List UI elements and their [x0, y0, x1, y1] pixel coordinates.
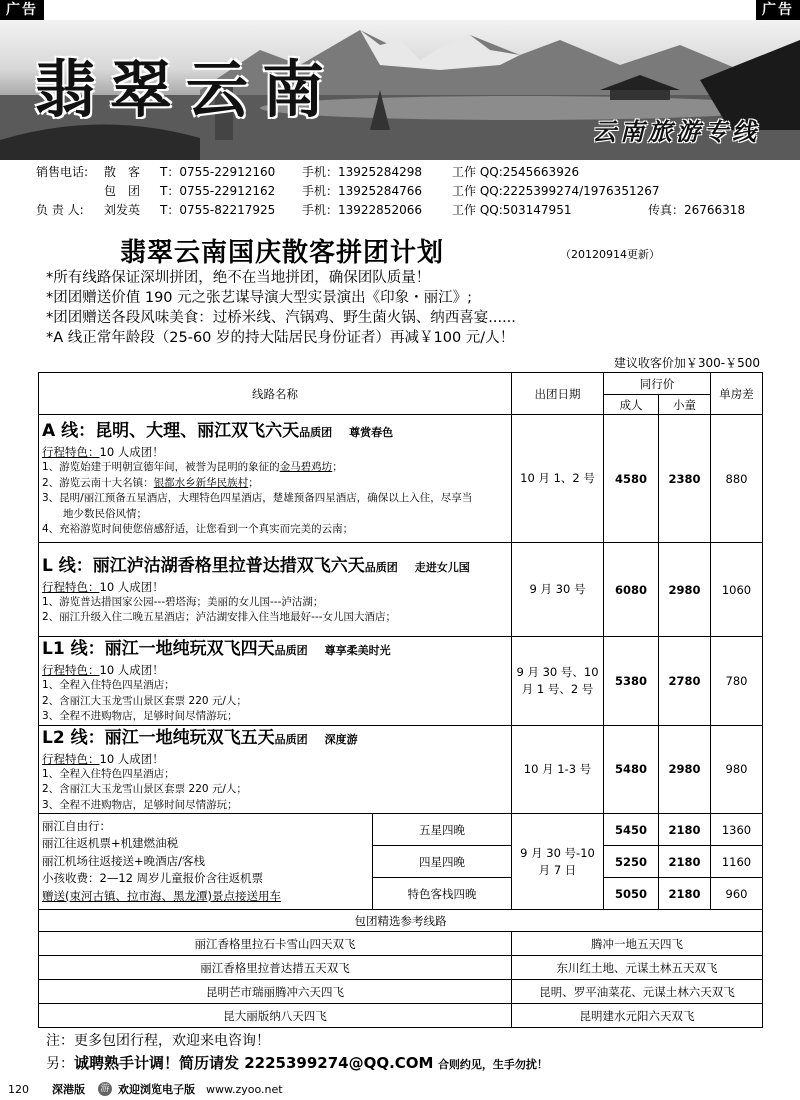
promo-bullets — [46, 268, 516, 348]
promo-bullet: *团团赠送各段风味美食：过桥米线、汽锅鸡、野生菌火锅、纳西喜宴...... — [46, 310, 516, 326]
free-travel-line: 丽江往返机票+机建燃油税 — [42, 836, 179, 851]
package-route: 丽江香格里拉普达措五天双飞 — [39, 956, 512, 980]
route-date — [512, 637, 604, 726]
package-route: 昆明建水元阳六天双飞 — [512, 1004, 763, 1028]
contact-type: 包 团 — [104, 184, 141, 198]
hiring-notice: 诚聘熟手计调！简历请发 2225399274@QQ.COM — [74, 1054, 434, 1072]
route-date-line: 9 月 30 号-10 — [520, 845, 595, 860]
child-price: 2180 — [659, 846, 711, 878]
route-date: 10 月 1、2 号 — [512, 415, 604, 543]
route-title — [42, 554, 508, 580]
table-row — [39, 980, 763, 1004]
page-title: 翡翠云南国庆散客拼团计划 — [120, 238, 445, 268]
ad-tag-left: 广告 — [0, 0, 44, 20]
feature-label: 行程特色： — [42, 663, 100, 677]
route-detail: 3、昆明/丽江预备五星酒店，大理特色四星酒店，楚雄预备四星酒店，确保以上入住，尽享当 — [42, 492, 473, 505]
detail-highlight: 金马碧鸡坊 — [279, 461, 333, 474]
footer-text: 欢迎浏览电子版 — [118, 1083, 195, 1096]
child-price: 2980 — [659, 543, 711, 637]
hotel-option: 特色客栈四晚 — [373, 878, 512, 910]
footer-url[interactable]: www.zyoo.net — [206, 1083, 283, 1096]
note-line: 注：更多包团行程，欢迎来电咨询！ — [46, 1033, 270, 1049]
free-travel-line: 丽江自由行： — [42, 818, 111, 833]
feature-text: 10 人成团！ — [99, 579, 164, 594]
route-title — [42, 637, 508, 663]
route-detail: 1、游览普达措国家公园---碧塔海；美丽的女儿国---泸沽湖； — [42, 595, 324, 608]
single-supplement: 780 — [711, 637, 763, 726]
contact-mobile: 手机：13922852066 — [302, 203, 422, 217]
single-supplement: 980 — [711, 725, 763, 814]
child-price: 2380 — [659, 415, 711, 543]
package-route: 丽江香格里拉石卡雪山四天双飞 — [39, 932, 512, 956]
zyoo-logo-icon: 游 — [98, 1082, 112, 1096]
free-travel-line: 丽江机场往返接送+晚酒店/客栈 — [42, 853, 206, 868]
promo-bullet: *A 线正常年龄段（25-60 岁的持大陆居民身份证者）再减￥100 元/人！ — [46, 330, 515, 346]
hotel-option: 五星四晚 — [373, 814, 512, 846]
banner — [0, 20, 800, 160]
route-date-line: 9 月 30 号、10 — [516, 664, 599, 679]
contact-qq: 工作 QQ:503147951 — [452, 203, 572, 217]
contact-row — [0, 201, 800, 220]
header-child: 小童 — [659, 395, 711, 415]
feature-text: 10 人成团！ — [99, 663, 164, 677]
adult-price: 5450 — [604, 814, 659, 846]
notes — [46, 1030, 548, 1076]
adult-price: 5250 — [604, 846, 659, 878]
route-theme: 尊享柔美时光 — [324, 644, 391, 657]
route-tag: 品质团 — [364, 560, 398, 574]
contact-label: 负 责 人: — [36, 203, 84, 217]
contact-row — [0, 182, 800, 201]
route-date: 10 月 1-3 号 — [512, 725, 604, 814]
detail-text: ； — [332, 461, 343, 474]
route-tag: 品质团 — [274, 644, 308, 657]
package-route: 昆明芒市瑞丽腾冲六天四飞 — [39, 980, 512, 1004]
route-detail: 3、全程不进购物店，足够时间尽情游玩； — [42, 710, 238, 722]
hotel-option: 四星四晚 — [373, 846, 512, 878]
note-tail: 合则约见，生手勿扰！ — [437, 1058, 548, 1071]
single-supplement: 880 — [711, 415, 763, 543]
package-route: 昆明、罗平油菜花、元谋土林六天双飞 — [512, 980, 763, 1004]
child-price: 2780 — [659, 637, 711, 726]
contact-tel: T：0755-82217925 — [160, 203, 276, 217]
route-title — [42, 726, 508, 752]
contact-row — [0, 163, 800, 182]
contact-fax: 传真：26766318 — [648, 203, 746, 217]
detail-text: ； — [248, 476, 259, 489]
free-travel-cell — [39, 814, 373, 910]
header-single: 单房差 — [711, 373, 763, 415]
edition-label: 深港版 — [52, 1083, 85, 1096]
contact-mobile: 手机：13925284298 — [302, 165, 422, 179]
route-feature — [42, 580, 508, 595]
route-tag: 品质团 — [274, 732, 308, 746]
route-cell — [39, 637, 512, 726]
route-theme: 深度游 — [324, 732, 358, 746]
route-name: A 线：昆明、大理、丽江双飞六天 — [42, 421, 300, 442]
header-peer-price: 同行价 — [604, 373, 711, 395]
detail-highlight: 银都水乡新华民族村 — [153, 476, 249, 489]
feature-text: 10 人成团！ — [99, 751, 164, 766]
suggested-price-note: 建议收客价加￥300-￥500 — [613, 356, 760, 370]
contact-block — [0, 163, 800, 220]
table-row — [39, 956, 763, 980]
route-date: 9 月 30 号 — [512, 543, 604, 637]
feature-label: 行程特色： — [42, 445, 100, 460]
feature-text: 10 人成团！ — [99, 445, 164, 460]
route-theme: 尊赏春色 — [349, 426, 394, 440]
brand-logo: 翡翠云南 — [34, 53, 339, 126]
free-travel-line: 赠送(束河古镇、拉市海、黑龙潭)景点接送用车 — [42, 888, 281, 903]
child-price: 2980 — [659, 725, 711, 814]
free-travel-line: 小孩收费：2—12 周岁儿童报价含往返机票 — [42, 871, 264, 886]
adult-price: 4580 — [604, 415, 659, 543]
route-detail — [42, 460, 508, 476]
contact-qq: 工作 QQ:2545663926 — [452, 165, 580, 179]
child-price: 2180 — [659, 878, 711, 910]
table-row — [39, 932, 763, 956]
route-name: L 线：丽江泸沽湖香格里拉普达措双飞六天 — [42, 555, 365, 576]
contact-name: 刘发英 — [104, 203, 141, 217]
route-name: L2 线：丽江一地纯玩双飞五天 — [42, 727, 275, 748]
single-supplement: 1360 — [711, 814, 763, 846]
child-price: 2180 — [659, 814, 711, 846]
contact-label: 销售电话: — [36, 165, 89, 179]
route-date — [512, 814, 604, 910]
contact-mobile: 手机：13925284766 — [302, 184, 422, 198]
route-theme: 走进女儿国 — [414, 560, 470, 574]
contact-type: 散 客 — [104, 165, 141, 179]
contact-tel: T：0755-22912162 — [160, 184, 276, 198]
route-detail: 1、全程入住特色四星酒店； — [42, 679, 175, 691]
header-date: 出团日期 — [512, 373, 604, 415]
single-supplement: 960 — [711, 878, 763, 910]
promo-bullet: *所有线路保证深圳拼团，绝不在当地拼团，确保团队质量！ — [46, 270, 431, 286]
single-supplement: 1160 — [711, 846, 763, 878]
route-title — [42, 419, 508, 445]
package-header: 包团精选参考线路 — [39, 910, 763, 932]
route-detail: 2、含丽江大玉龙雪山景区套票 220 元/人； — [42, 694, 247, 707]
header-adult: 成人 — [604, 395, 659, 415]
table-row — [39, 814, 763, 846]
route-feature — [42, 445, 508, 460]
ad-tag-right: 广告 — [756, 0, 800, 20]
note-label: 另： — [46, 1056, 74, 1072]
update-note: （20120914更新） — [560, 248, 660, 261]
page-number: 120 — [8, 1083, 29, 1096]
detail-text: 1、游览始建于明朝宣德年间，被誉为昆明的象征的 — [42, 461, 280, 474]
route-date-line: 月 1 号、2 号 — [521, 681, 594, 696]
feature-label: 行程特色： — [42, 579, 100, 594]
package-route: 东川红土地、元谋土林五天双飞 — [512, 956, 763, 980]
route-detail: 地少数民俗风情； — [42, 507, 147, 520]
contact-qq: 工作 QQ:2225399274/1976351267 — [452, 184, 660, 198]
header-route: 线路名称 — [39, 373, 512, 415]
route-feature — [42, 752, 508, 767]
adult-price: 5480 — [604, 725, 659, 814]
route-date-line: 月 7 日 — [538, 862, 577, 877]
route-cell — [39, 415, 512, 543]
banner-slogan: 云南旅游专线 — [592, 118, 760, 146]
note-line — [46, 1052, 548, 1076]
route-detail: 1、全程入住特色四星酒店； — [42, 767, 175, 780]
price-table — [38, 372, 763, 1028]
single-supplement: 1060 — [711, 543, 763, 637]
detail-text: 2、游览云南十大名镇： — [42, 476, 154, 489]
table-row — [39, 725, 763, 814]
table-row — [39, 910, 763, 932]
contact-tel: T：0755-22912160 — [160, 165, 276, 179]
route-detail: 2、含丽江大玉龙雪山景区套票 220 元/人； — [42, 783, 247, 795]
table-row — [39, 543, 763, 637]
promo-bullet: *团团赠送价值 190 元之张艺谋导演大型实景演出《印象・丽江》; — [46, 290, 473, 306]
route-detail — [42, 476, 508, 492]
package-route: 昆大丽版纳八天四飞 — [39, 1004, 512, 1028]
table-row — [39, 637, 763, 726]
table-row — [39, 1004, 763, 1028]
route-detail: 3、全程不进购物店，足够时间尽情游玩； — [42, 798, 238, 811]
route-cell — [39, 543, 512, 637]
table-header-row — [39, 373, 763, 395]
route-detail: 2、丽江升级入住二晚五星酒店；泸沽湖安排入住当地最好---女儿国大酒店； — [42, 611, 397, 623]
adult-price: 6080 — [604, 543, 659, 637]
adult-price: 5050 — [604, 878, 659, 910]
route-name: L1 线：丽江一地纯玩双飞四天 — [42, 639, 275, 659]
route-feature — [42, 663, 508, 678]
route-tag: 品质团 — [299, 426, 333, 440]
route-cell — [39, 725, 512, 814]
feature-label: 行程特色： — [42, 751, 100, 766]
page-footer — [0, 1079, 800, 1100]
route-detail: 4、充裕游览时间使您倍感舒适，让您看到一个真实而完美的云南； — [42, 523, 354, 536]
table-row — [39, 415, 763, 543]
adult-price: 5380 — [604, 637, 659, 726]
package-route: 腾冲一地五天四飞 — [512, 932, 763, 956]
